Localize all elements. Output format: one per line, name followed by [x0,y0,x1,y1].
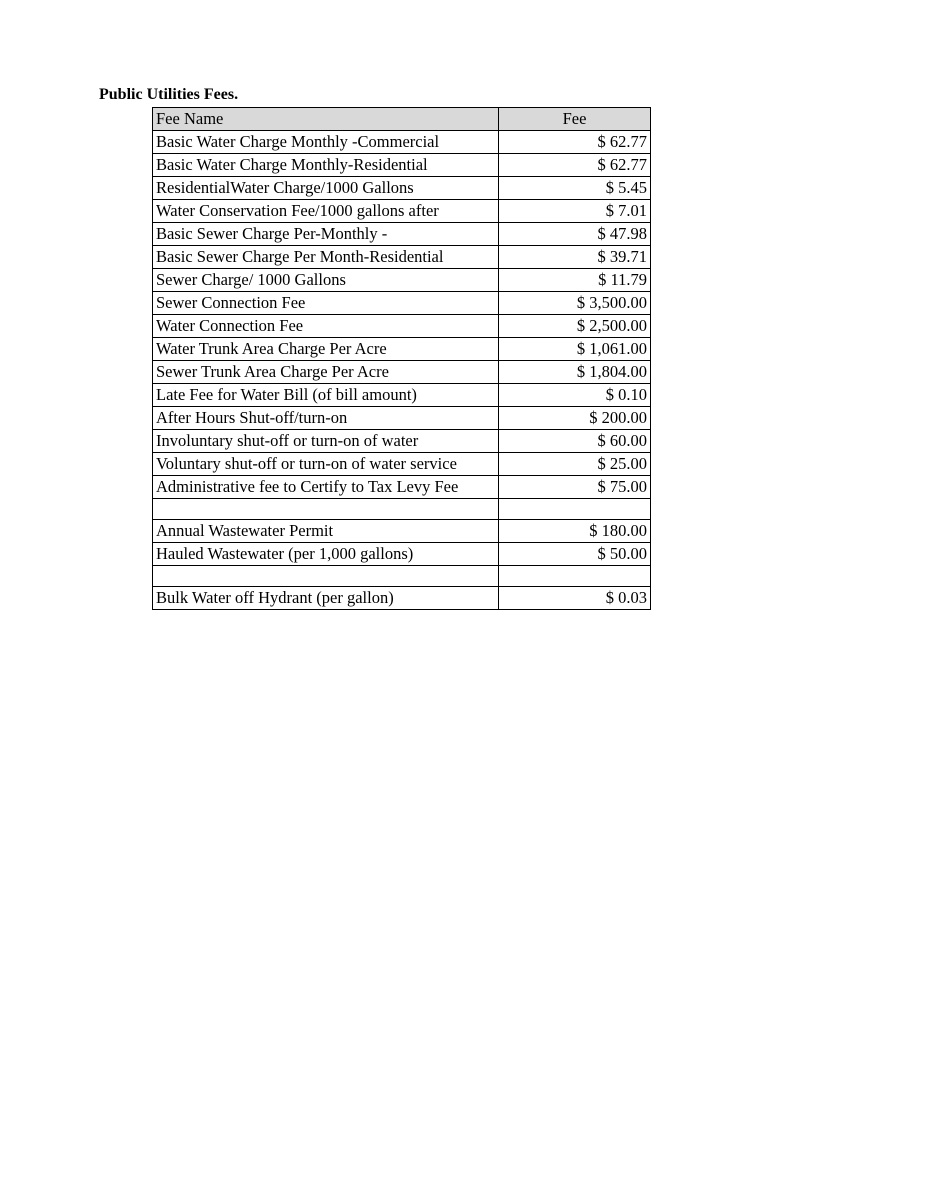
table-row [153,154,651,177]
fee-amount-cell: $ 1,804.00 [499,361,651,384]
table-row [153,246,651,269]
fee-amount-cell: $ 62.77 [499,131,651,154]
fee-amount-cell: $ 62.77 [499,154,651,177]
table-row [153,520,651,543]
table-row [153,338,651,361]
fee-amount-cell: $ 5.45 [499,177,651,200]
table-row [153,453,651,476]
fee-name-cell [153,566,499,587]
fee-amount-cell: $ 0.10 [499,384,651,407]
table-row [153,177,651,200]
table-row [153,223,651,246]
fee-name-cell: Sewer Connection Fee [153,292,499,315]
table-row [153,543,651,566]
fee-name-cell: Annual Wastewater Permit [153,520,499,543]
fee-amount-cell: $ 200.00 [499,407,651,430]
fee-amount-cell: $ 2,500.00 [499,315,651,338]
header-fee: Fee [499,108,651,131]
fee-amount-cell: $ 25.00 [499,453,651,476]
blank-row [153,499,651,520]
table-row [153,131,651,154]
fee-name-cell: Basic Sewer Charge Per Month-Residential [153,246,499,269]
table-row [153,587,651,610]
fee-name-cell: ResidentialWater Charge/1000 Gallons [153,177,499,200]
fee-name-cell: Basic Water Charge Monthly -Commercial [153,131,499,154]
header-row [153,108,651,131]
fee-amount-cell: $ 1,061.00 [499,338,651,361]
fee-name-cell: Involuntary shut-off or turn-on of water [153,430,499,453]
fee-amount-cell: $ 180.00 [499,520,651,543]
table-body [153,131,651,610]
fee-amount-cell: $ 7.01 [499,200,651,223]
fee-amount-cell: $ 11.79 [499,269,651,292]
fee-amount-cell: $ 0.03 [499,587,651,610]
fee-name-cell: Hauled Wastewater (per 1,000 gallons) [153,543,499,566]
fee-name-cell: Water Connection Fee [153,315,499,338]
table-row [153,315,651,338]
fee-amount-cell [499,499,651,520]
fee-name-cell: After Hours Shut-off/turn-on [153,407,499,430]
table-row [153,476,651,499]
table-row [153,384,651,407]
table-row [153,269,651,292]
blank-row [153,566,651,587]
fee-name-cell: Water Trunk Area Charge Per Acre [153,338,499,361]
table-row [153,361,651,384]
table-row [153,430,651,453]
fee-amount-cell: $ 47.98 [499,223,651,246]
table-row [153,407,651,430]
fee-name-cell: Voluntary shut-off or turn-on of water service [153,453,499,476]
fee-name-cell: Basic Sewer Charge Per-Monthly - [153,223,499,246]
fee-amount-cell: $ 50.00 [499,543,651,566]
fee-name-cell: Sewer Charge/ 1000 Gallons [153,269,499,292]
fee-name-cell: Sewer Trunk Area Charge Per Acre [153,361,499,384]
fee-name-cell: Bulk Water off Hydrant (per gallon) [153,587,499,610]
page-title: Public Utilities Fees. [99,86,239,103]
header-fee-name: Fee Name [153,108,499,131]
fee-name-cell [153,499,499,520]
fee-name-cell: Administrative fee to Certify to Tax Levy Fee [153,476,499,499]
fee-amount-cell: $ 3,500.00 [499,292,651,315]
fee-amount-cell: $ 75.00 [499,476,651,499]
table-row [153,200,651,223]
table-row [153,292,651,315]
fees-table [152,107,651,610]
table-header [153,108,651,131]
fee-amount-cell: $ 39.71 [499,246,651,269]
fee-name-cell: Basic Water Charge Monthly-Residential [153,154,499,177]
fee-amount-cell [499,566,651,587]
fee-name-cell: Water Conservation Fee/1000 gallons after [153,200,499,223]
fee-amount-cell: $ 60.00 [499,430,651,453]
fee-name-cell: Late Fee for Water Bill (of bill amount) [153,384,499,407]
